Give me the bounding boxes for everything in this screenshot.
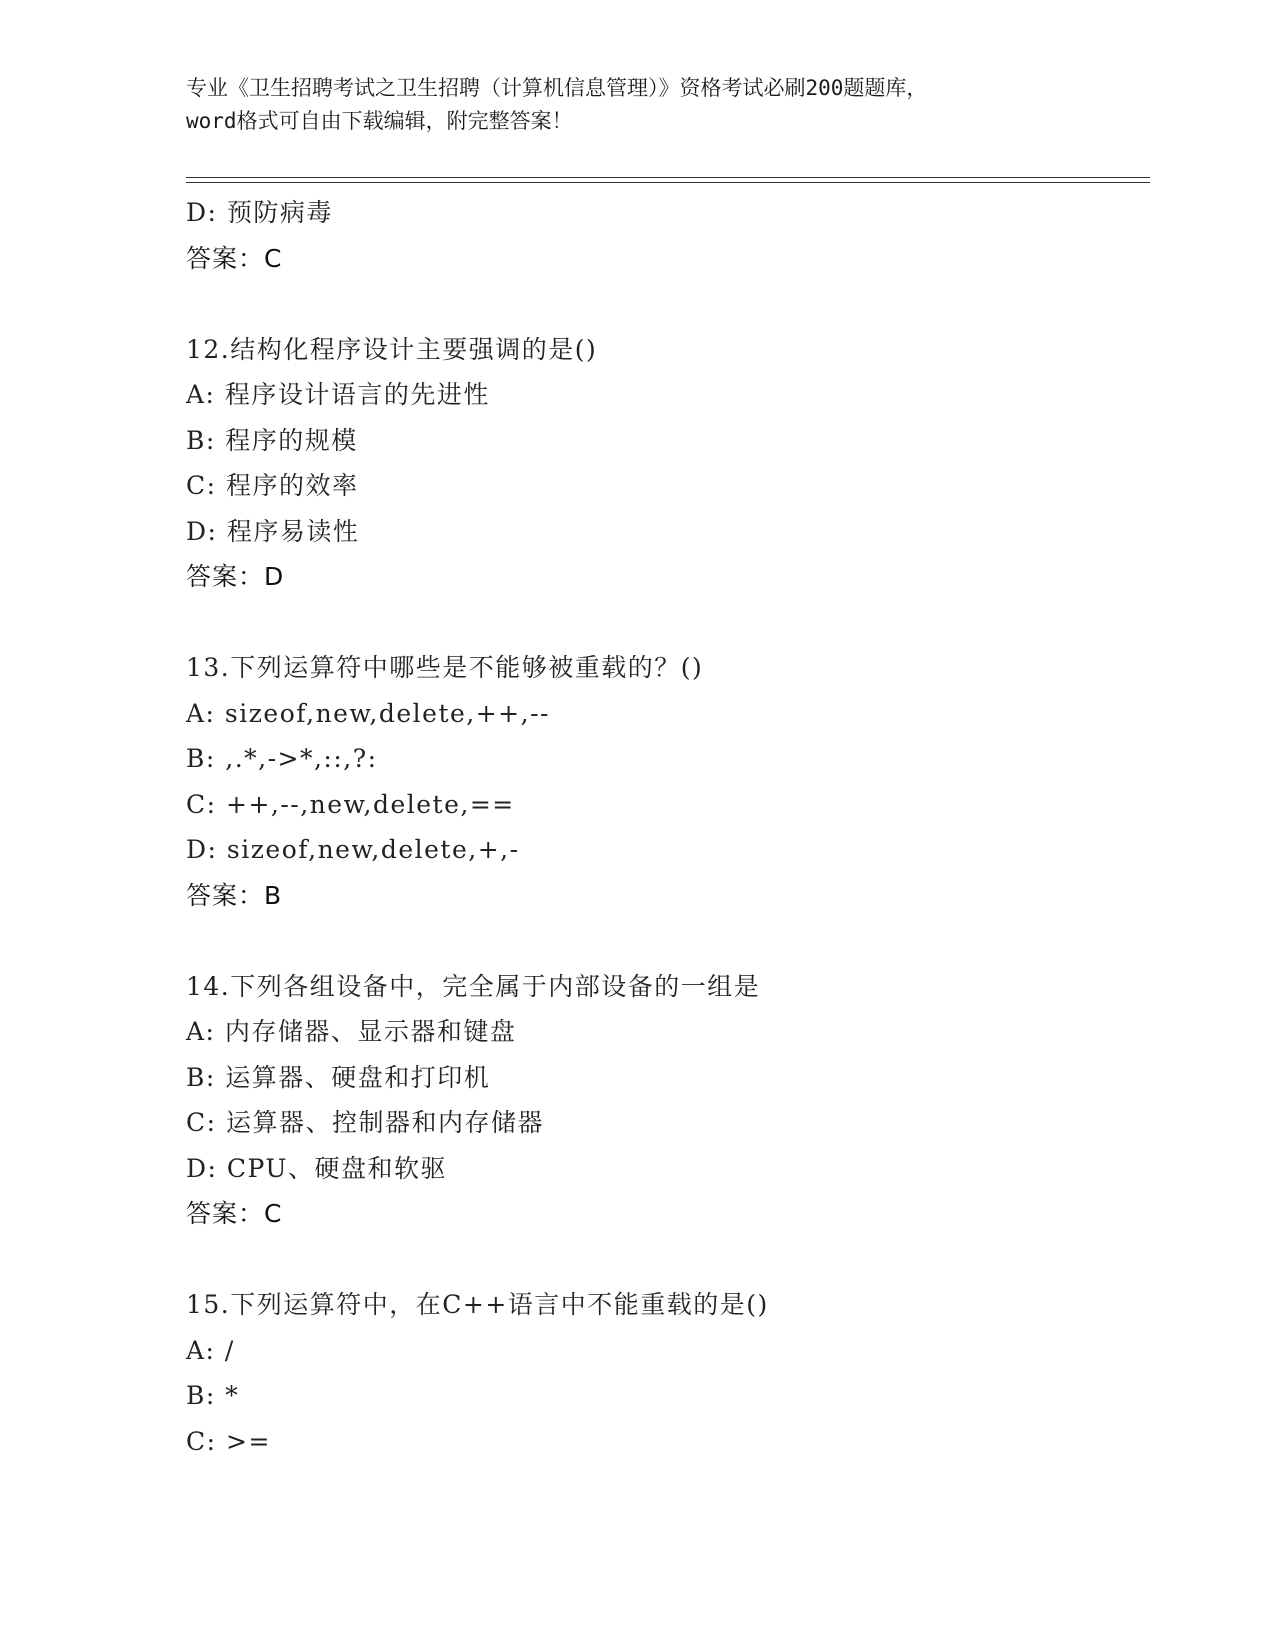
answer-label: 答案：C <box>186 1199 283 1228</box>
spacer <box>186 281 1146 327</box>
option-d: D: 预防病毒 <box>186 198 333 227</box>
page-header <box>186 72 1086 138</box>
option-b: B: 运算器、硬盘和打印机 <box>186 1062 491 1092</box>
header-title-line-1: 专业《卫生招聘考试之卫生招聘（计算机信息管理）》资格考试必刷200题题库， <box>186 76 928 100</box>
spacer <box>186 1237 1146 1283</box>
option-d: D: sizeof,new,delete,+,- <box>186 835 520 864</box>
question-block <box>186 327 1146 600</box>
question-stem: 14.下列各组设备中，完全属于内部设备的一组是 <box>186 971 761 1001</box>
option-a: A: 内存储器、显示器和键盘 <box>186 1017 517 1046</box>
question-stem: 15.下列运算符中，在C++语言中不能重载的是() <box>186 1290 769 1319</box>
spacer <box>186 918 1146 964</box>
option-d: D: CPU、硬盘和软驱 <box>186 1153 447 1183</box>
question-block <box>186 1282 1146 1464</box>
option-b: B: 程序的规模 <box>186 425 358 455</box>
header-title-line-2: word格式可自由下载编辑，附完整答案！ <box>186 109 573 133</box>
option-c: C: 运算器、控制器和内存储器 <box>186 1108 544 1137</box>
answer-label: 答案：D <box>186 562 285 591</box>
option-a: A: / <box>186 1335 235 1365</box>
option-a: A: sizeof,new,delete,++,-- <box>186 698 550 728</box>
option-b: B: ,.*,->*,::,?: <box>186 744 378 773</box>
option-d: D: 程序易读性 <box>186 516 360 546</box>
option-c: C: ++,--,new,delete,== <box>186 789 515 819</box>
header-divider <box>186 177 1150 183</box>
question-list <box>186 190 1146 1464</box>
spacer <box>186 600 1146 646</box>
answer-label: 答案：B <box>186 880 283 910</box>
option-b: B: * <box>186 1381 240 1410</box>
question-stem: 12.结构化程序设计主要强调的是() <box>186 334 598 364</box>
option-c: C: >= <box>186 1426 271 1456</box>
question-block <box>186 964 1146 1237</box>
question-stem: 13.下列运算符中哪些是不能够被重载的？() <box>186 653 704 682</box>
question-block <box>186 645 1146 918</box>
option-c: C: 程序的效率 <box>186 471 359 500</box>
option-a: A: 程序设计语言的先进性 <box>186 380 490 409</box>
answer-label: 答案：C <box>186 243 283 273</box>
